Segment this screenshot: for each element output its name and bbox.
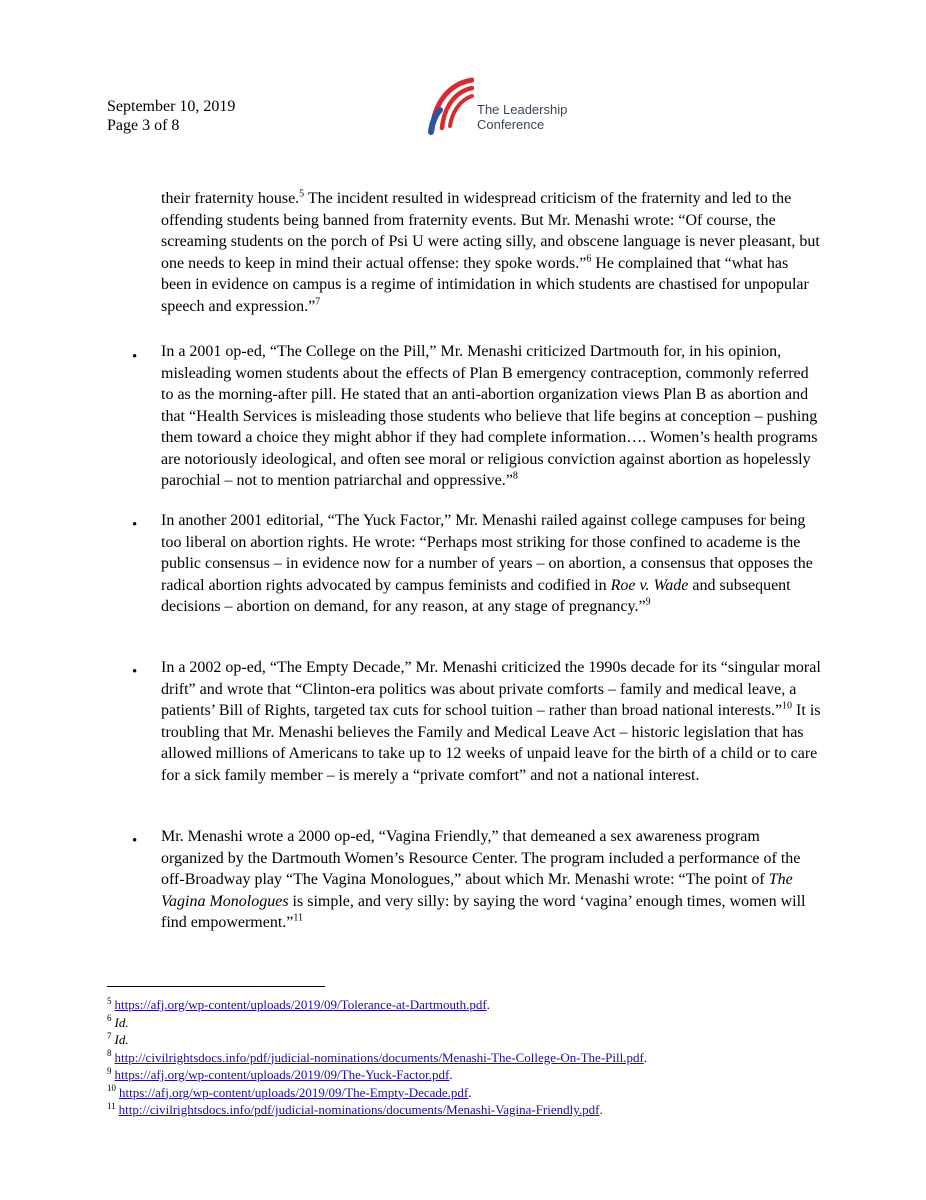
- footnote-number: 7: [107, 1030, 112, 1041]
- footnote-number: 8: [107, 1048, 112, 1059]
- footnote-number: 10: [107, 1083, 116, 1094]
- bullet-icon: •: [132, 517, 138, 533]
- footnote-text: Id.: [114, 1032, 129, 1047]
- footnote-link[interactable]: https://afj.org/wp-content/uploads/2019/09/The-Yuck-Factor.pdf: [114, 1067, 450, 1082]
- footnote-ref[interactable]: 8: [512, 470, 518, 482]
- footnote-suffix: .: [486, 997, 490, 1012]
- footnote-ref[interactable]: 9: [645, 596, 651, 608]
- footnote-number: 11: [107, 1100, 116, 1111]
- bullet-yuck-factor: [161, 510, 821, 618]
- bullet-text: In a 2001 op-ed, “The College on the Pill,” Mr. Menashi criticized Dartmouth for, in his opinion, misleading women students about the effects of Plan B emergency contraception, commonly referred to as the morning-after pill. He stated that an anti-abortion organization views Plan B as abortion and that “Health Services is misleading those students who believe that life begins at conception – pushing them toward a choice they might abhor if they had complete information…. Women’s health programs are notoriously ideological, and often see moral or religious conviction against abortion as hopelessly parochial – not to mention patriarchal and oppressive.”: [161, 343, 818, 489]
- bullet-text: and subsequent decisions – abortion on demand, for any reason, at any stage of pregnancy.”: [161, 576, 791, 615]
- bullet-icon: •: [132, 349, 138, 365]
- footnote-ref[interactable]: 11: [293, 912, 304, 924]
- footnote-ref[interactable]: 5: [299, 188, 305, 200]
- footnote-6: [107, 1014, 647, 1032]
- footnote-suffix: .: [643, 1049, 648, 1065]
- footnotes: [107, 996, 647, 1119]
- bullet-text: In a 2002 op-ed, “The Empty Decade,” Mr. Menashi criticized the 1990s decade for its “singular moral drift” and wrote that “Clinton-era politics was about private comforts – family and medical leave, a patients’ Bill of Rights, targeted tax cuts for school tuition – rather than broad national interests.”: [161, 659, 821, 719]
- play-title: The Vagina Monologues: [161, 871, 793, 910]
- footnote-suffix: .: [599, 1102, 603, 1117]
- logo-text: [477, 102, 567, 132]
- footnote-number: 9: [107, 1065, 112, 1076]
- footnote-suffix: .: [468, 1084, 472, 1100]
- bullet-text: Mr. Menashi wrote a 2000 op-ed, “Vagina Friendly,” that demeaned a sex awareness program organized by the Dartmouth Women’s Resource Center. The program included a performance of the off-Broadway play “The Vagina Monologues,” about which Mr. Menashi wrote: “The point of: [161, 828, 801, 888]
- paragraph-fraternity: [161, 188, 821, 317]
- bullet-college-on-the-pill: [161, 341, 821, 492]
- para-text: He complained that “what has been in evidence on campus is a regime of intimidation in which students are chastised for unpopular speech and expression.”: [161, 254, 809, 315]
- bullet-icon: •: [132, 664, 138, 680]
- header-date: September 10, 2019: [107, 98, 236, 115]
- bullet-icon: •: [132, 833, 138, 849]
- logo-arcs-icon: [428, 74, 474, 136]
- para-text: their fraternity house.: [161, 190, 300, 207]
- bullet-text: In another 2001 editorial, “The Yuck Factor,” Mr. Menashi railed against college campuses for being too liberal on abortion rights. He wrote: “Perhaps most striking for those confined to academe is the public consensus – in evidence now for a number of years – on abortion, a consensus that opposes the radical abortion rights advocated by campus feminists and codified in: [161, 512, 813, 594]
- footnote-ref[interactable]: 6: [586, 253, 592, 265]
- footnote-9: [107, 1066, 647, 1084]
- footnote-ref[interactable]: 7: [315, 296, 321, 308]
- footnote-8: [107, 1049, 647, 1067]
- footnote-ref[interactable]: 10: [782, 700, 793, 712]
- footnote-link[interactable]: https://afj.org/wp-content/uploads/2019/09/Tolerance-at-Dartmouth.pdf: [114, 997, 487, 1012]
- page-header: [107, 97, 235, 135]
- footnote-number: 5: [107, 995, 112, 1006]
- footnote-link[interactable]: http://civilrightsdocs.info/pdf/judicial-nominations/documents/Menashi-The-College-On-The-Pill.pdf: [114, 1049, 644, 1065]
- logo-line2: Conference: [477, 117, 545, 132]
- case-name: Roe v. Wade: [610, 576, 689, 594]
- logo-line1: The Leadership: [477, 102, 568, 117]
- bullet-empty-decade: [161, 657, 821, 786]
- footnote-divider: [107, 986, 325, 987]
- footnote-link[interactable]: https://afj.org/wp-content/uploads/2019/09/The-Empty-Decade.pdf: [119, 1084, 469, 1100]
- footnote-7: [107, 1031, 647, 1049]
- bullet-vagina-friendly: [161, 826, 821, 934]
- leadership-conference-logo: [428, 74, 588, 142]
- bullet-text: is simple, and very silly: by saying the word ‘vagina’ enough times, women will find empowerment.”: [161, 892, 806, 931]
- bullet-text: It is troubling that Mr. Menashi believes the Family and Medical Leave Act – historic legislation that has allowed millions of Americans to take up to 12 weeks of unpaid leave for the birth of a child or to care for a sick family member – is merely a “private comfort” and not a national interest.: [161, 702, 821, 784]
- footnote-link[interactable]: http://civilrightsdocs.info/pdf/judicial-nominations/documents/Menashi-Vagina-Friendly.pdf: [118, 1102, 600, 1117]
- footnote-5: [107, 996, 647, 1014]
- para-text: The incident resulted in widespread criticism of the fraternity and led to the offending students being banned from fraternity events. But Mr. Menashi wrote: “Of course, the screaming students on the porch of Psi U were acting silly, and obscene language is never pleasant, but one needs to keep in mind their actual offense: they spoke words.”: [161, 190, 820, 272]
- header-page-number: Page 3 of 8: [107, 117, 180, 134]
- footnote-suffix: .: [449, 1067, 453, 1082]
- footnote-11: [107, 1101, 647, 1119]
- footnote-text: Id.: [114, 1014, 129, 1030]
- footnote-number: 6: [107, 1013, 112, 1024]
- footnote-10: [107, 1084, 647, 1102]
